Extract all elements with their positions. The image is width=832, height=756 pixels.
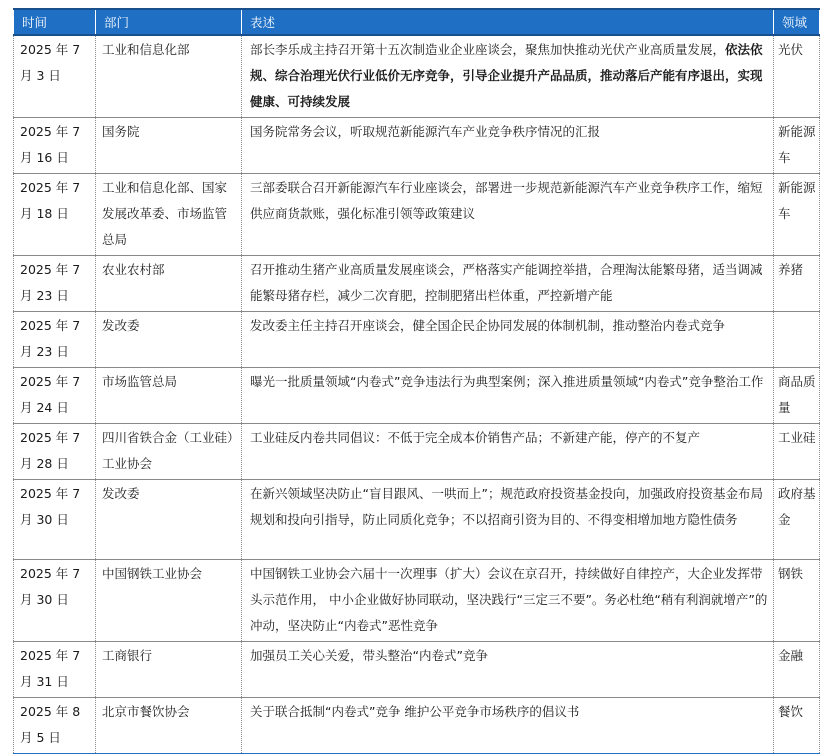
row-department: 中国钢铁工业协会 (96, 560, 242, 642)
statement-text: 部长李乐成主持召开第十五次制造业企业座谈会，聚焦加快推动光伏产业高质量发展， (250, 42, 726, 57)
row-statement (242, 174, 774, 256)
statement-text: 发改委主任主持召开座谈会，健全国企民企协同发展的体制机制，推动整治内卷式竞争 (250, 318, 726, 333)
header-row (14, 9, 820, 35)
row-statement (242, 560, 774, 642)
row-date: 2025 年 7 月 31 日 (14, 642, 96, 698)
row-department: 工业和信息化部、国家发展改革委、市场监管总局 (96, 174, 242, 256)
table-row (14, 35, 820, 118)
row-statement (242, 642, 774, 698)
statement-text: 中国钢铁工业协会六届十一次理事（扩大）会议在京召开，持续做好自律控产，大企业发挥带头示范作用， 中小企业做好协同联动，坚决践行“三定三不要”。务必杜绝“稍有利润就增产”的冲动，坚决防止“内卷式”恶性竞争 (250, 566, 768, 633)
table-row (14, 698, 820, 754)
row-department: 四川省铁合金（工业硅）工业协会 (96, 424, 242, 480)
header-date: 时间 (14, 9, 96, 35)
row-field: 养猪 (774, 256, 820, 312)
table-row (14, 368, 820, 424)
header-field: 领域 (774, 9, 820, 35)
table-row (14, 560, 820, 642)
table-row (14, 424, 820, 480)
statement-text: 工业硅反内卷共同倡议：不低于完全成本价销售产品；不新建产能，停产的不复产 (250, 430, 701, 445)
row-field: 光伏 (774, 35, 820, 118)
row-department: 发改委 (96, 480, 242, 560)
row-date: 2025 年 7 月 3 日 (14, 35, 96, 118)
row-department: 工商银行 (96, 642, 242, 698)
row-statement (242, 118, 774, 174)
row-date: 2025 年 7 月 23 日 (14, 256, 96, 312)
row-statement (242, 312, 774, 368)
row-field: 金融 (774, 642, 820, 698)
table-header (14, 9, 820, 35)
row-field: 新能源车 (774, 174, 820, 256)
row-department: 工业和信息化部 (96, 35, 242, 118)
statement-bold-text: 依法依规、综合治理光伏行业低价无序竞争，引导企业提升产品品质，推动落后产能有序退出，实现健康、可持续发展 (250, 42, 763, 109)
row-statement (242, 368, 774, 424)
statement-text: 曝光一批质量领域“内卷式”竞争违法行为典型案例；深入推进质量领域“内卷式”竞争整治工作 (250, 374, 764, 389)
policy-table-container (13, 8, 819, 754)
table-row (14, 118, 820, 174)
row-date: 2025 年 7 月 16 日 (14, 118, 96, 174)
row-department: 国务院 (96, 118, 242, 174)
row-field (774, 312, 820, 368)
statement-text: 在新兴领域坚决防止“盲目跟风、一哄而上”；规范政府投资基金投向，加强政府投资基金布局规划和投向引指导，防止同质化竞争；不以招商引资为目的、不得变相增加地方隐性债务 (250, 486, 763, 527)
table-row (14, 642, 820, 698)
row-statement (242, 480, 774, 560)
row-department: 北京市餐饮协会 (96, 698, 242, 754)
statement-text: 国务院常务会议，听取规范新能源汽车产业竞争秩序情况的汇报 (250, 124, 601, 139)
row-date: 2025 年 8 月 5 日 (14, 698, 96, 754)
row-date: 2025 年 7 月 18 日 (14, 174, 96, 256)
row-department: 发改委 (96, 312, 242, 368)
table-row (14, 256, 820, 312)
row-field: 餐饮 (774, 698, 820, 754)
row-department: 市场监管总局 (96, 368, 242, 424)
row-field: 商品质量 (774, 368, 820, 424)
statement-text: 召开推动生猪产业高质量发展座谈会，严格落实产能调控举措，合理淘汰能繁母猪，适当调减能繁母猪存栏，减少二次育肥，控制肥猪出栏体重，严控新增产能 (250, 262, 763, 303)
row-field: 新能源车 (774, 118, 820, 174)
header-statement: 表述 (242, 9, 774, 35)
row-field: 政府基金 (774, 480, 820, 560)
table-body (14, 35, 820, 754)
row-field: 钢铁 (774, 560, 820, 642)
statement-text: 三部委联合召开新能源汽车行业座谈会，部署进一步规范新能源汽车产业竞争秩序工作，缩短供应商货款账，强化标准引领等政策建议 (250, 180, 763, 221)
statement-text: 加强员工关心关爱，带头整治“内卷式”竞争 (250, 648, 488, 663)
statement-text: 关于联合抵制“内卷式”竞争 维护公平竞争市场秩序的倡议书 (250, 704, 580, 719)
row-statement (242, 698, 774, 754)
table-row (14, 174, 820, 256)
row-date: 2025 年 7 月 24 日 (14, 368, 96, 424)
row-date: 2025 年 7 月 28 日 (14, 424, 96, 480)
header-department: 部门 (96, 9, 242, 35)
table-row (14, 480, 820, 560)
row-statement (242, 424, 774, 480)
row-department: 农业农村部 (96, 256, 242, 312)
row-date: 2025 年 7 月 30 日 (14, 560, 96, 642)
row-field: 工业硅 (774, 424, 820, 480)
row-statement (242, 256, 774, 312)
row-date: 2025 年 7 月 30 日 (14, 480, 96, 560)
row-statement (242, 35, 774, 118)
policy-table (13, 8, 820, 754)
table-row (14, 312, 820, 368)
row-date: 2025 年 7 月 23 日 (14, 312, 96, 368)
